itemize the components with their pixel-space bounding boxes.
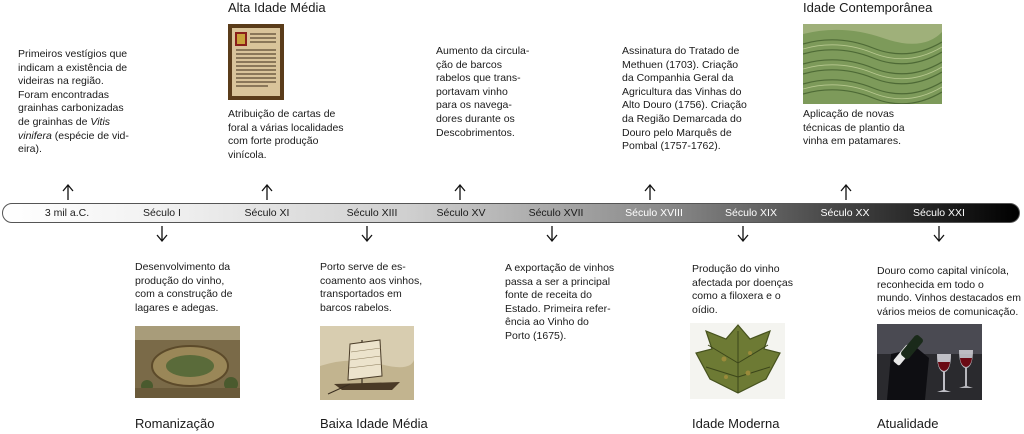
century-label: Século XIX bbox=[725, 207, 777, 219]
period-romanizacao: Romanização bbox=[135, 416, 215, 431]
century-label: Século XVII bbox=[528, 207, 584, 219]
up-arrow-icon bbox=[645, 185, 655, 200]
century-label: Século XV bbox=[436, 207, 486, 219]
century-label: 3 mil a.C. bbox=[44, 207, 90, 219]
event-seculo-xi: Atribuição de cartas de foral a várias localidades com forte produção vinícola. bbox=[228, 108, 344, 161]
century-label: Século XXI bbox=[913, 207, 965, 219]
period-atualidade: Atualidade bbox=[877, 416, 939, 431]
roman-ruins-image bbox=[135, 326, 240, 398]
up-arrow-icon bbox=[262, 185, 272, 200]
wine-tasting-image bbox=[877, 324, 982, 400]
down-arrow-icon bbox=[738, 226, 748, 241]
event-seculo-xix: Produção do vinho afectada por doenças como a filoxera e o oídio. bbox=[692, 263, 793, 316]
century-label: Século XIII bbox=[346, 207, 398, 219]
up-arrow-icon bbox=[455, 185, 465, 200]
century-label: Século XI bbox=[244, 207, 290, 219]
century-label: Século XX bbox=[820, 207, 870, 219]
rabelo-boat-image bbox=[320, 326, 414, 400]
event-seculo-xviii: Assinatura do Tratado de Methuen (1703). Criação da Companhia Geral da Agricultura das Vinhas do Alto Douro (1756). Criação da Região Demarcada do Douro pelo Marquês de Pombal (1757-1762). bbox=[622, 45, 747, 153]
event-seculo-i: Desenvolvimento da produção do vinho, com a construção de lagares e adegas. bbox=[135, 261, 233, 314]
period-idade-contemporanea: Idade Contemporânea bbox=[803, 0, 933, 15]
down-arrow-icon bbox=[934, 226, 944, 241]
event-seculo-xx: Aplicação de novas técnicas de plantio da vinha em patamares. bbox=[803, 108, 905, 148]
event-seculo-xv: Aumento da circula- ção de barcos rabelos que trans- portavam vinho para os navega- dores durante os Descobrimentos. bbox=[436, 45, 530, 139]
period-alta-idade-media: Alta Idade Média bbox=[228, 0, 326, 15]
period-baixa-idade-media: Baixa Idade Média bbox=[320, 416, 428, 431]
up-arrow-icon bbox=[63, 185, 73, 200]
event-seculo-xxi: Douro como capital vinícola, reconhecida em todo o mundo. Vinhos destacados em vários meios de comunicação. bbox=[877, 265, 1021, 318]
period-idade-moderna: Idade Moderna bbox=[692, 416, 780, 431]
event-3mil-ac: Primeiros vestígios que indicam a existência de videiras na região. Foram encontradas grainhas carbonizadas de grainhas de Vitis vinifera (espécie de vid- eira). bbox=[18, 48, 129, 156]
event-seculo-xiii: Porto serve de es- coamento aos vinhos, transportados em barcos rabelos. bbox=[320, 261, 423, 314]
century-label: Século XVIII bbox=[625, 207, 683, 219]
event-seculo-xvii: A exportação de vinhos passa a ser a principal fonte de receita do Estado. Primeira refer- ência ao Vinho do Porto (1675). bbox=[505, 262, 615, 342]
vine-leaf-image bbox=[690, 323, 785, 399]
century-label: Século I bbox=[143, 207, 181, 219]
down-arrow-icon bbox=[157, 226, 167, 241]
down-arrow-icon bbox=[362, 226, 372, 241]
up-arrow-icon bbox=[841, 185, 851, 200]
down-arrow-icon bbox=[547, 226, 557, 241]
